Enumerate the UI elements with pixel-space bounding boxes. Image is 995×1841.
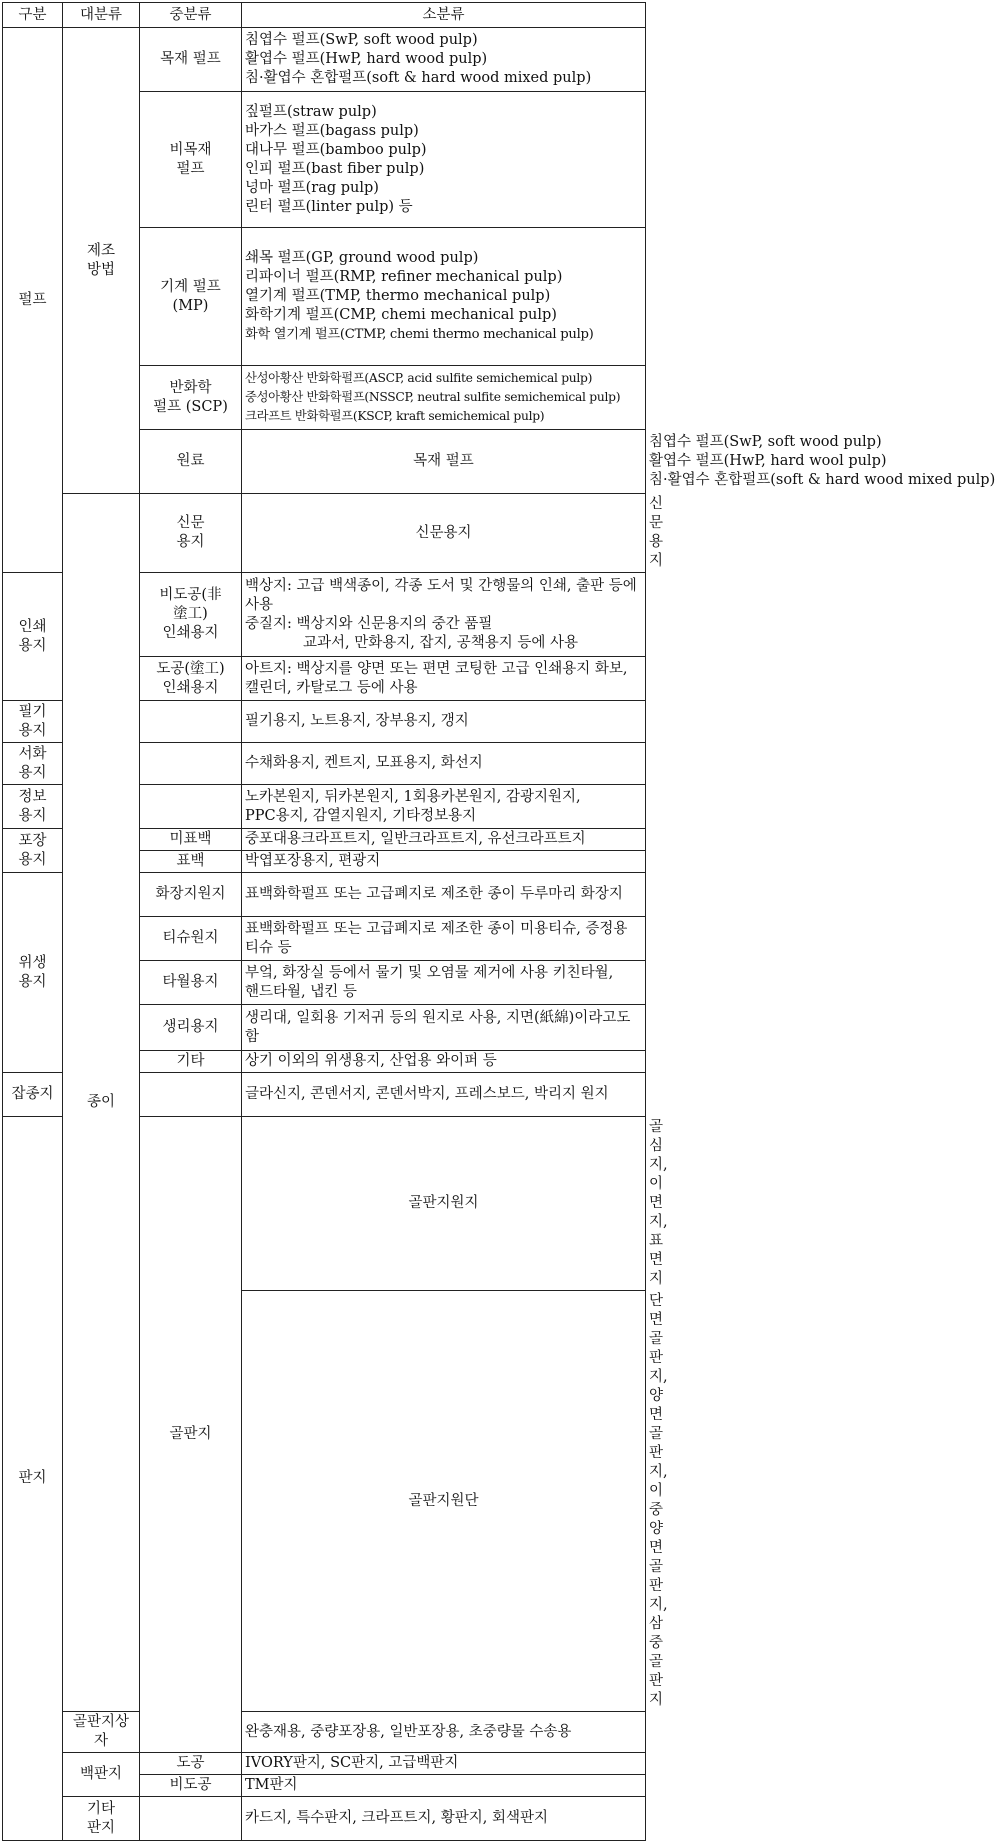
table-row [3, 1753, 646, 1775]
list-item: 크라프트 반화학펄프(KSCP, kraft semichemical pulp) [245, 409, 545, 423]
major-label-line: 신문 [176, 515, 205, 531]
major-label-line: 용지 [18, 851, 47, 868]
middle-label-line: (MP) [172, 297, 209, 314]
major-label-line: 판지 [86, 1819, 115, 1836]
category-paper: 종이 [63, 494, 140, 1712]
minor-cell [242, 366, 646, 430]
major-hygiene-paper [3, 873, 63, 1073]
major-label-line: 인쇄 [18, 618, 47, 635]
list-item: 쇄목 펄프(GP, ground wood pulp) [245, 250, 479, 266]
list-item: 화학기계 펄프(CMP, chemi mechanical pulp) [245, 307, 557, 323]
minor-cell: 완충재용, 중량포장용, 일반포장용, 초중량물 수송용 [242, 1712, 646, 1753]
middle-corrugated-box: 골판지상자 [63, 1712, 140, 1753]
middle-label-line: 반화학 [169, 379, 212, 396]
major-label-line: 용지 [18, 764, 47, 781]
minor-cell [242, 785, 646, 829]
minor-cell: TM판지 [242, 1775, 646, 1797]
middle-uncoated: 비도공 [140, 1775, 242, 1797]
list-item: 린터 펄프(linter pulp) 등 [245, 198, 413, 215]
minor-cell: 수채화용지, 켄트지, 모표용지, 화선지 [242, 743, 646, 785]
minor-cell [242, 573, 646, 657]
major-label-line: 정보 [18, 788, 47, 805]
major-printing-paper [3, 573, 63, 701]
minor-cell [242, 873, 646, 917]
minor-cell [242, 1073, 646, 1117]
list-item: 대나무 펄프(bamboo pulp) [245, 141, 427, 158]
middle-mechanical-pulp [140, 228, 242, 366]
list-item: 표백화학펄프 또는 고급폐지로 제조한 종이 미용티슈, 증정용 티슈 등 [245, 920, 628, 956]
minor-cell [242, 917, 646, 961]
middle-empty [140, 701, 242, 743]
list-item: 중성아황산 반화학펄프(NSSCP, neutral sulfite semichemical pulp) [245, 390, 621, 404]
middle-newsprint: 신문용지 [242, 494, 646, 573]
middle-empty [140, 785, 242, 829]
minor-cell [242, 92, 646, 228]
major-corrugated-board: 골판지 [140, 1117, 242, 1753]
list-item: 아트지: 백상지를 양면 또는 편면 코팅한 고급 인쇄용지 화보, 캘린더, 카탈로그 등에 사용 [245, 660, 628, 696]
list-item: 짚펄프(straw pulp) [245, 103, 377, 120]
middle-corrugated-base: 골판지원지 [242, 1117, 646, 1291]
major-writing-paper [3, 701, 63, 743]
list-item: 인피 펄프(bast fiber pulp) [245, 160, 425, 177]
major-other-board [63, 1797, 140, 1841]
major-newsprint [140, 494, 242, 573]
minor-cell: 필기용지, 노트용지, 장부용지, 갱지 [242, 701, 646, 743]
minor-cell [242, 961, 646, 1005]
paper-classification-table [2, 2, 995, 1841]
minor-cell: 카드지, 특수판지, 크라프트지, 황판지, 회색판지 [242, 1797, 646, 1841]
table-row: 판지 골판지 골판지원지 골심지, 이면지, 표면지 [3, 1117, 646, 1291]
major-label-line: 방법 [86, 261, 115, 278]
major-label-line: 제조 [86, 242, 115, 259]
major-label-line: 서화 [18, 745, 47, 762]
minor-cell [242, 28, 646, 92]
minor-cell: IVORY판지, SC판지, 고급백판지 [242, 1753, 646, 1775]
middle-toilet-base: 화장지원지 [140, 873, 242, 917]
major-misc-paper: 잡종지 [3, 1073, 63, 1117]
middle-label-line: 비목재 [169, 141, 212, 158]
minor-cell: 중포대용크라프트지, 일반크라프트지, 유선크라프트지 [242, 829, 646, 851]
table-row: 종이 신문 용지 신문용지 신문용지 [3, 494, 646, 573]
middle-corrugated-sheet: 골판지원단 [242, 1291, 646, 1712]
table-row [3, 28, 646, 92]
table-row [3, 1712, 646, 1753]
middle-empty [140, 1797, 242, 1841]
list-item: 산성아황산 반화학펄프(ASCP, acid sulfite semichemical pulp) [245, 371, 593, 385]
major-drawing-paper [3, 743, 63, 785]
list-item: 생리대, 일회용 기저귀 등의 원지로 사용, 지면(紙綿)이라고도 함 [245, 1009, 631, 1045]
middle-nonwood-pulp [140, 92, 242, 228]
major-label-line: 포장 [18, 832, 47, 849]
table-row: 원료 목재 펄프 침엽수 펄프(SwP, soft wood pulp) 활엽수 펄프(HwP, hard wool pulp) 침·활엽수 혼합펄프(soft & hard wood mixed pulp) [3, 430, 646, 494]
middle-hygiene-other: 기타 [140, 1051, 242, 1073]
list-item: 바가스 펄프(bagass pulp) [245, 122, 419, 139]
minor-cell: 박엽포장용지, 편광지 [242, 851, 646, 873]
major-info-paper [3, 785, 63, 829]
minor-cell [242, 1005, 646, 1051]
major-label-line: 용지 [18, 807, 47, 824]
list-item: 백상지: 고급 백색종이, 각종 도서 및 간행물의 인쇄, 출판 등에 사용 [245, 577, 637, 613]
major-label-line: 용지 [18, 722, 47, 739]
minor-cell [242, 657, 646, 701]
middle-wood-pulp: 목재 펄프 [242, 430, 646, 494]
middle-label-line: 도공(塗工) [156, 660, 225, 677]
middle-semichemical-pulp [140, 366, 242, 430]
table-row: 골판지원단 단면골판지, 양면골판지, 이중양면골판지, 삼중골판지 [3, 1291, 646, 1712]
header-major: 대분류 [63, 3, 140, 28]
list-item: 중질지: 백상지와 신문용지의 중간 품필 [245, 615, 493, 632]
middle-label-line: 인쇄용지 [162, 679, 219, 696]
major-label-line: 필기 [18, 703, 47, 720]
minor-cell: 상기 이외의 위생용지, 산업용 와이퍼 등 [242, 1051, 646, 1073]
middle-sanitary-paper: 생리용지 [140, 1005, 242, 1051]
major-packaging-paper [3, 829, 63, 873]
middle-unbleached: 미표백 [140, 829, 242, 851]
header-row [3, 3, 646, 28]
list-item: 부엌, 화장실 등에서 물기 및 오염물 제거에 사용 키친타월, 핸드타월, 냅킨 등 [245, 964, 614, 1000]
middle-label-line: 塗工) [173, 606, 208, 622]
middle-label-line: 인쇄용지 [162, 625, 219, 641]
table-row [3, 1797, 646, 1841]
header-middle: 중분류 [140, 3, 242, 28]
list-item: 노카본원지, 뒤카본원지, 1회용카본원지, 감광지원지, PPC용지, 감열지원지, 기타정보용지 [245, 788, 581, 824]
minor-cell [242, 228, 646, 366]
middle-label-line: 기계 펄프 [160, 278, 221, 295]
list-item: 리파이너 펄프(RMP, refiner mechanical pulp) [245, 269, 563, 285]
list-item: 침·활엽수 혼합펄프(soft & hard wood mixed pulp) [245, 70, 592, 86]
middle-label-line: 펄프 (SCP) [153, 398, 228, 415]
list-item: 교과서, 만화용지, 잡지, 공책용지 등에 사용 [303, 634, 578, 651]
major-raw-material: 원료 [140, 430, 242, 494]
list-item: 열기계 펄프(TMP, thermo mechanical pulp) [245, 288, 551, 304]
major-label-line: 위생 [18, 954, 47, 971]
list-item: 표백화학펄프 또는 고급폐지로 제조한 종이 두루마리 화장지 [245, 886, 623, 902]
major-label-line: 기타 [86, 1800, 115, 1817]
major-label-line: 용지 [18, 637, 47, 654]
middle-label-line: 비도공(非 [159, 587, 222, 603]
list-item: 화학 열기계 펄프(CTMP, chemi thermo mechanical pulp) [245, 327, 594, 342]
list-item: 침엽수 펄프(SwP, soft wood pulp) [245, 32, 478, 48]
major-manufacturing-method [63, 28, 140, 494]
middle-uncoated-printing [140, 573, 242, 657]
middle-bleached: 표백 [140, 851, 242, 873]
major-label-line: 용지 [18, 973, 47, 990]
list-item: 넝마 펄프(rag pulp) [245, 179, 379, 196]
header-minor: 소분류 [242, 3, 646, 28]
list-item: 활엽수 펄프(HwP, hard wood pulp) [245, 51, 488, 67]
list-item: 글라신지, 콘덴서지, 콘덴서박지, 프레스보드, 박리지 원지 [245, 1086, 609, 1102]
middle-empty [140, 743, 242, 785]
middle-towel-paper: 타월용지 [140, 961, 242, 1005]
middle-label-line: 펄프 [176, 160, 205, 177]
middle-tissue-base: 티슈원지 [140, 917, 242, 961]
middle-empty [140, 1073, 242, 1117]
middle-wood-pulp: 목재 펄프 [140, 28, 242, 92]
header-category: 구분 [3, 3, 63, 28]
middle-coated-printing [140, 657, 242, 701]
category-board: 판지 [3, 1117, 63, 1841]
middle-coated: 도공 [140, 1753, 242, 1775]
category-pulp: 펄프 [3, 28, 63, 573]
major-white-board: 백판지 [63, 1753, 140, 1797]
major-label-line: 용지 [176, 534, 205, 550]
